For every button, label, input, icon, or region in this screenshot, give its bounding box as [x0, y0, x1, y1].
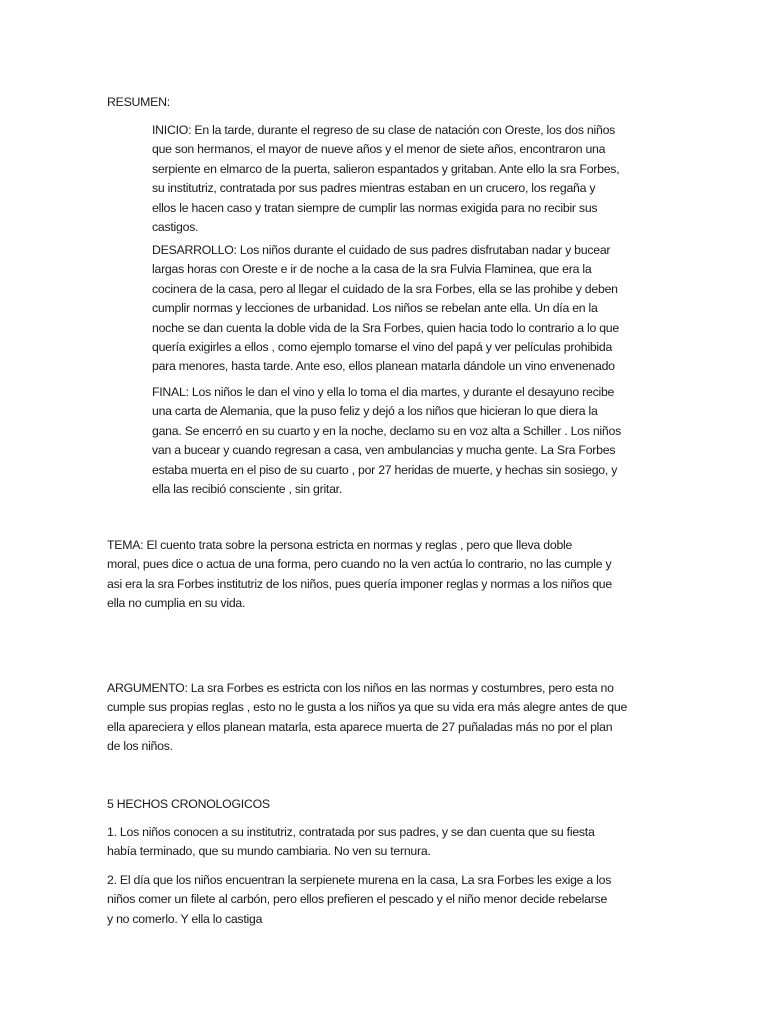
text-line: castigos. — [152, 220, 199, 235]
hecho-1-paragraph — [107, 823, 667, 862]
text-line: FINAL: Los niños le dan el vino y ella lo toma el dia martes, y durante el desayuno recibe — [152, 385, 615, 399]
text-line: su institutriz, contratada por sus padres mientras estaban en un crucero, los regaña y — [152, 181, 596, 196]
text-line: serpiente en elmarco de la puerta, salieron espantados y gritaban. Ante ello la sra Forbes, — [152, 161, 620, 176]
text-line: había terminado, que su mundo cambiaria. No ven su ternura. — [107, 844, 431, 859]
inicio-paragraph — [152, 121, 660, 237]
heading-text: RESUMEN: — [107, 95, 170, 109]
text-line: 2. El día que los niños encuentran la serpienete murena en la casa, La sra Forbes les exige a los — [107, 873, 612, 887]
text-line: DESARROLLO: Los niños durante el cuidado de sus padres disfrutaban nadar y bucear — [152, 243, 611, 257]
text-line: y no comerlo. Y ella lo castiga — [107, 911, 263, 926]
heading-text: 5 HECHOS CRONOLOGICOS — [107, 797, 270, 811]
text-line: moral, pues dice o actua de una forma, pero cuando no la ven actúa lo contrario, no las cumple y — [107, 557, 612, 572]
tema-paragraph — [107, 536, 667, 614]
hecho-2-paragraph — [107, 871, 667, 929]
desarrollo-paragraph — [152, 241, 660, 377]
text-line: ella las recibió consciente , sin gritar. — [152, 482, 343, 497]
text-line: ellos le hacen caso y tratan siempre de cumplir las normas exigida para no recibir sus — [152, 200, 598, 215]
text-line: largas horas con Oreste e ir de noche a la casa de la sra Fulvia Flaminea, que era la — [152, 262, 592, 277]
text-line: cumplir normas y lecciones de urbanidad. Los niños se rebelan ante ella. Un día en la — [152, 301, 598, 316]
text-line: quería exigirles a ellos , como ejemplo tomarse el vino del papá y ver películas prohibida — [152, 340, 613, 355]
text-line: ella no cumplia en su vida. — [107, 596, 246, 611]
text-line: estaba muerta en el piso de su cuarto , por 27 heridas de muerte, y hechas sin sosiego, y — [152, 462, 618, 477]
text-line: niños comer un filete al carbón, pero ellos prefieren el pescado y el niño menor decide rebelarse — [107, 892, 608, 907]
text-line: de los niños. — [107, 739, 173, 754]
text-line: ella apareciera y ellos planean matarla, esta aparece muerta de 27 puñaladas más no por el plan — [107, 719, 613, 734]
text-line: cumple sus propias reglas , esto no le gusta a los niños ya que su vida era más alegre antes de que — [107, 700, 628, 715]
text-line: para menores, hasta tarde. Ante eso, ellos planean matarla dándole un vino envenenado — [152, 359, 615, 374]
text-line: 1. Los niños conocen a su institutriz, contratada por sus padres, y se dan cuenta que su fiesta — [107, 825, 595, 839]
text-line: cocinera de la casa, pero al llegar el cuidado de la sra Forbes, ella se las prohibe y deben — [152, 281, 618, 296]
text-line: asi era la sra Forbes institutriz de los niños, pues quería imponer reglas y normas a los niños que — [107, 576, 612, 591]
hechos-heading — [107, 795, 667, 814]
text-line: gana. Se encerró en su cuarto y en la noche, declamo su en voz alta a Schiller . Los niños — [152, 423, 621, 438]
text-line: que son hermanos, el mayor de nueve años y el menor de siete años, encontraron una — [152, 142, 606, 157]
text-line: TEMA: El cuento trata sobre la persona estricta en normas y reglas , pero que lleva doble — [107, 538, 573, 552]
argumento-paragraph — [107, 679, 667, 757]
text-line: van a bucear y cuando regresan a casa, ven ambulancias y mucha gente. La Sra Forbes — [152, 443, 616, 458]
text-line: ARGUMENTO: La sra Forbes es estricta con los niños en las normas y costumbres, pero esta no — [107, 681, 614, 695]
final-paragraph — [152, 383, 660, 499]
summary-heading — [107, 93, 667, 112]
text-line: INICIO: En la tarde, durante el regreso de su clase de natación con Oreste, los dos niños — [152, 123, 616, 137]
text-line: una carta de Alemania, que la puso feliz y dejó a los niños que hicieran lo que diera la — [152, 404, 598, 419]
text-line: noche se dan cuenta la doble vida de la Sra Forbes, quien hacia todo lo contrario a lo que — [152, 320, 619, 335]
